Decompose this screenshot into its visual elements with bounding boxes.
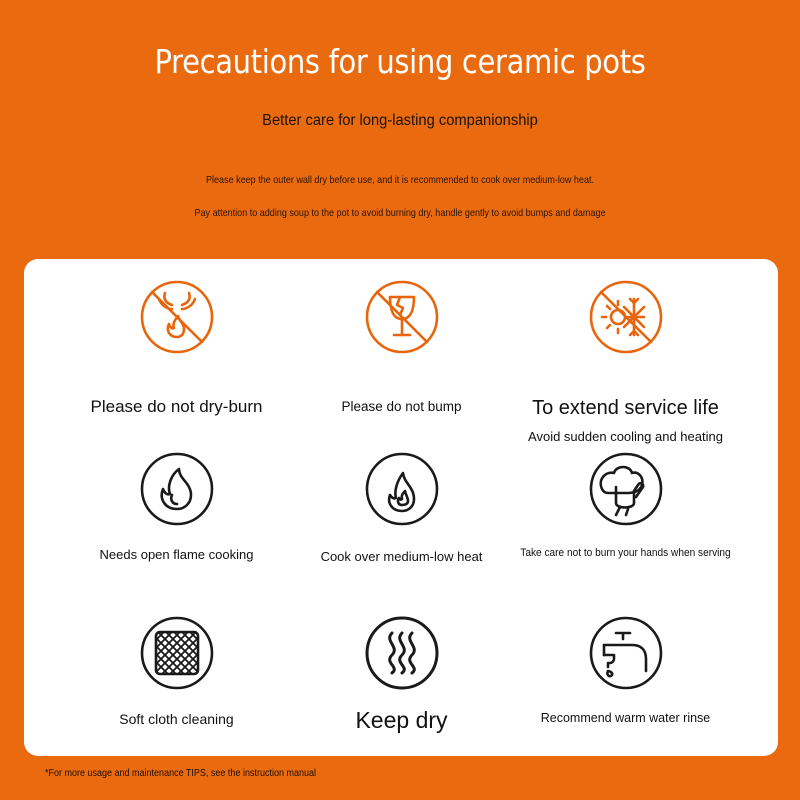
faucet-icon: [588, 615, 664, 691]
no-dry-burn-icon: [139, 279, 215, 355]
tip-label: To extend service life: [532, 397, 719, 419]
no-bump-glass-icon: [364, 279, 440, 355]
tip-label: Recommend warm water rinse: [540, 711, 711, 725]
tip-label: Needs open flame cooking: [99, 547, 254, 562]
tip-label: Take care not to burn your hands when serving: [520, 547, 731, 559]
footnote: *For more usage and maintenance TIPS, see the instruction manual: [45, 768, 316, 779]
open-flame-icon: [139, 451, 215, 527]
tip-label: Soft cloth cleaning: [119, 711, 234, 727]
page-subtitle: Better care for long-lasting companionship: [262, 112, 538, 129]
medium-low-flame-icon: [364, 451, 440, 527]
usage-note-2: Pay attention to adding soup to the pot to avoid burning dry, handle gently to avoid bumps and damage: [194, 207, 606, 219]
oven-mitt-icon: [588, 451, 664, 527]
tip-label: Cook over medium-low heat: [320, 549, 483, 564]
tips-card: [24, 259, 778, 756]
no-sudden-temperature-icon: [588, 279, 664, 355]
tip-label: Keep dry: [355, 707, 448, 733]
tip-sublabel: Avoid sudden cooling and heating: [528, 429, 723, 444]
usage-note-1: Please keep the outer wall dry before use, and it is recommended to cook over medium-low heat.: [206, 174, 594, 186]
tip-label: Please do not bump: [341, 399, 462, 414]
tip-label: Please do not dry-burn: [90, 397, 263, 416]
steam-dry-icon: [364, 615, 440, 691]
soft-cloth-icon: [139, 615, 215, 691]
page-title: Precautions for using ceramic pots: [154, 42, 646, 81]
